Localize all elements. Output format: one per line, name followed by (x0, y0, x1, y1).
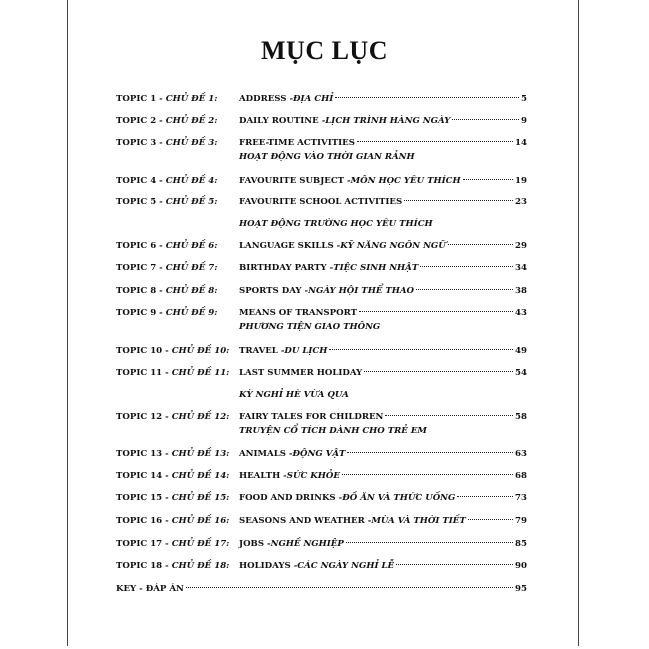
toc-row[interactable] (0, 239, 649, 253)
leader-dots (416, 289, 513, 290)
topic-title-en: HEALTH - (239, 471, 287, 481)
topic-label (116, 469, 229, 483)
topic-label-en: TOPIC 16 - (116, 516, 172, 526)
topic-label-vi: CHỦ ĐỀ 15: (171, 493, 230, 503)
topic-entry[interactable] (239, 537, 527, 551)
topic-title-vi: CÁC NGÀY NGHỈ LỄ (297, 561, 395, 571)
topic-title-en: MEANS OF TRANSPORT (239, 308, 357, 318)
toc-row[interactable] (0, 537, 649, 551)
topic-label (116, 559, 229, 573)
topic-subtitle-vi: TRUYỆN CỔ TÍCH DÀNH CHO TRẺ EM (239, 426, 427, 436)
topic-subtitle-vi: KỲ NGHỈ HÈ VỪA QUA (239, 390, 349, 400)
topic-title-vi: ĐỘNG VẬT (292, 449, 346, 459)
page-title: MỤC LỤC (261, 36, 388, 65)
toc-row[interactable] (0, 559, 649, 573)
topic-label-en: TOPIC 18 - (116, 561, 172, 571)
topic-title-en: DAILY ROUTINE - (239, 116, 326, 126)
topic-label (116, 261, 217, 275)
toc-row[interactable] (0, 92, 649, 106)
topic-label-vi: CHỦ ĐỀ 17: (171, 539, 230, 549)
topic-label (116, 344, 229, 358)
topic-entry[interactable] (239, 136, 527, 150)
topic-title-en: BIRTHDAY PARTY - (239, 263, 334, 273)
toc-row[interactable] (0, 174, 649, 188)
topic-label-vi: CHỦ ĐỀ 7: (165, 263, 218, 273)
topic-label-en: TOPIC 15 - (116, 493, 172, 503)
leader-dots (463, 179, 513, 180)
topic-title-en: SEASONS AND WEATHER - (239, 516, 372, 526)
topic-label (116, 491, 229, 505)
topic-label-vi: CHỦ ĐỀ 13: (171, 449, 230, 459)
leader-dots (357, 141, 513, 142)
toc-row[interactable] (0, 410, 649, 424)
page-number: 68 (515, 471, 527, 481)
leader-dots (468, 519, 513, 520)
topic-label-en: TOPIC 11 - (116, 368, 172, 378)
page-number: 63 (515, 449, 527, 459)
topic-entry[interactable] (239, 174, 527, 188)
toc-row[interactable] (0, 261, 649, 275)
topic-label (116, 366, 229, 380)
topic-label-vi: CHỦ ĐỀ 3: (165, 138, 218, 148)
leader-dots (342, 474, 513, 475)
leader-dots (364, 371, 513, 372)
key-label: KEY - ĐÁP ÁN (116, 584, 184, 594)
topic-title-en: ANIMALS - (239, 449, 293, 459)
leader-dots (329, 349, 513, 350)
toc-row[interactable] (0, 366, 649, 380)
toc-row-key[interactable] (0, 582, 649, 596)
topic-label (116, 239, 217, 253)
page-number: 38 (515, 286, 527, 296)
topic-entry[interactable] (239, 239, 527, 253)
toc-row[interactable] (0, 344, 649, 358)
topic-label-en: TOPIC 13 - (116, 449, 172, 459)
topic-label (116, 306, 217, 320)
leader-dots (396, 564, 513, 565)
leader-dots (186, 587, 513, 588)
topic-label (116, 92, 217, 106)
topic-title-vi: LỊCH TRÌNH HÀNG NGÀY (325, 116, 451, 126)
toc-row[interactable] (0, 514, 649, 528)
leader-dots (457, 496, 513, 497)
key-entry[interactable] (116, 582, 527, 596)
topic-title-vi: MÔN HỌC YÊU THÍCH (350, 176, 461, 186)
page-number: 79 (515, 516, 527, 526)
leader-dots (452, 119, 519, 120)
topic-label-vi: CHỦ ĐỀ 6: (165, 241, 218, 251)
topic-entry[interactable] (239, 559, 527, 573)
leader-dots (448, 244, 513, 245)
topic-title-vi: NGHỀ NGHIỆP (270, 539, 344, 549)
topic-title-en: FAVOURITE SUBJECT - (239, 176, 351, 186)
page-number: 90 (515, 561, 527, 571)
topic-subtitle-vi: PHƯƠNG TIỆN GIAO THÔNG (239, 322, 381, 332)
toc-row[interactable] (0, 284, 649, 298)
topic-label-en: TOPIC 12 - (116, 412, 172, 422)
topic-label-en: TOPIC 14 - (116, 471, 172, 481)
leader-dots (359, 311, 513, 312)
leader-dots (335, 97, 519, 98)
page-number: 14 (515, 138, 527, 148)
topic-title-vi: DU LỊCH (284, 346, 328, 356)
toc-row[interactable] (0, 469, 649, 483)
topic-entry[interactable] (239, 410, 527, 424)
topic-label-en: TOPIC 17 - (116, 539, 172, 549)
topic-label (116, 284, 217, 298)
topic-entry[interactable] (239, 366, 527, 380)
topic-label-vi: CHỦ ĐỀ 1: (165, 94, 218, 104)
topic-title-vi: KỸ NĂNG NGÔN NGỮ (340, 241, 446, 251)
topic-label-en: TOPIC 3 - (116, 138, 166, 148)
topic-title-en: JOBS - (239, 539, 271, 549)
topic-title-vi: ĐỒ ĂN VÀ THỨC UỐNG (342, 493, 456, 503)
topic-entry[interactable] (239, 306, 527, 320)
topic-entry[interactable] (239, 491, 527, 505)
topic-title-en: FAVOURITE SCHOOL ACTIVITIES (239, 197, 403, 207)
topic-label (116, 114, 217, 128)
topic-label-vi: CHỦ ĐỀ 12: (171, 412, 230, 422)
page-number: 58 (515, 412, 527, 422)
topic-label-vi: CHỦ ĐỀ 18: (171, 561, 230, 571)
leader-dots (385, 415, 513, 416)
toc-row[interactable] (0, 447, 649, 461)
topic-label (116, 537, 229, 551)
page-number: 5 (521, 94, 527, 104)
topic-label-vi: CHỦ ĐỀ 16: (171, 516, 230, 526)
topic-title-en: HOLIDAYS - (239, 561, 298, 571)
toc-row[interactable] (0, 195, 649, 209)
topic-title-en: FAIRY TALES FOR CHILDREN (239, 412, 384, 422)
topic-title-vi: ĐỊA CHỈ (293, 94, 334, 104)
topic-label-vi: CHỦ ĐỀ 2: (165, 116, 218, 126)
topic-title-en: LANGUAGE SKILLS - (239, 241, 341, 251)
topic-entry[interactable] (239, 284, 527, 298)
page-number: 85 (515, 539, 527, 549)
toc-row[interactable] (0, 136, 649, 150)
topic-label-vi: CHỦ ĐỀ 14: (171, 471, 230, 481)
topic-title-en: TRAVEL - (239, 346, 285, 356)
topic-entry[interactable] (239, 447, 527, 461)
topic-label (116, 136, 217, 150)
toc-row[interactable] (0, 114, 649, 128)
toc-row[interactable] (0, 306, 649, 320)
topic-label-vi: CHỦ ĐỀ 8: (165, 286, 218, 296)
topic-entry[interactable] (239, 261, 527, 275)
page-number: 73 (515, 493, 527, 503)
topic-label (116, 195, 217, 209)
topic-entry[interactable] (239, 514, 527, 528)
topic-title-vi: NGÀY HỘI THỂ THAO (308, 286, 415, 296)
topic-label-vi: CHỦ ĐỀ 9: (165, 308, 218, 318)
topic-label (116, 447, 229, 461)
topic-label (116, 410, 229, 424)
leader-dots (420, 266, 513, 267)
topic-label-vi: CHỦ ĐỀ 4: (165, 176, 218, 186)
topic-label-en: TOPIC 10 - (116, 346, 172, 356)
leader-dots (346, 542, 513, 543)
page-number: 43 (515, 308, 527, 318)
topic-label-vi: CHỦ ĐỀ 10: (171, 346, 230, 356)
topic-title-vi: SỨC KHỎE (286, 471, 340, 481)
topic-label-en: TOPIC 6 - (116, 241, 166, 251)
topic-label (116, 174, 217, 188)
page-number: 29 (515, 241, 527, 251)
page-number: 9 (521, 116, 527, 126)
topic-title-vi: MÙA VÀ THỜI TIẾT (371, 516, 466, 526)
topic-label-vi: CHỦ ĐỀ 5: (165, 197, 218, 207)
topic-label-en: TOPIC 1 - (116, 94, 166, 104)
topic-label-en: TOPIC 4 - (116, 176, 166, 186)
topic-title-vi: TIỆC SINH NHẬT (333, 263, 419, 273)
topic-entry[interactable] (239, 92, 527, 106)
page-number: 49 (515, 346, 527, 356)
page-number: 95 (515, 584, 527, 594)
page-number: 34 (515, 263, 527, 273)
page-number: 23 (515, 197, 527, 207)
topic-label-en: TOPIC 5 - (116, 197, 166, 207)
page-number: 19 (515, 176, 527, 186)
topic-entry[interactable] (239, 469, 527, 483)
leader-dots (347, 452, 513, 453)
leader-dots (404, 200, 513, 201)
topic-entry[interactable] (239, 344, 527, 358)
topic-subtitle-vi: HOẠT ĐỘNG VÀO THỜI GIAN RẢNH (239, 152, 415, 162)
topic-label-en: TOPIC 9 - (116, 308, 166, 318)
toc-row[interactable] (0, 491, 649, 505)
topic-subtitle-vi: HOẠT ĐỘNG TRƯỜNG HỌC YÊU THÍCH (239, 219, 433, 229)
topic-entry[interactable] (239, 195, 527, 209)
topic-title-en: SPORTS DAY - (239, 286, 309, 296)
topic-title-en: LAST SUMMER HOLIDAY (239, 368, 363, 378)
topic-title-en: ADDRESS - (239, 94, 294, 104)
topic-title-en: FREE-TIME ACTIVITIES (239, 138, 355, 148)
topic-label-en: TOPIC 2 - (116, 116, 166, 126)
topic-label-vi: CHỦ ĐỀ 11: (171, 368, 230, 378)
topic-entry[interactable] (239, 114, 527, 128)
topic-label-en: TOPIC 8 - (116, 286, 166, 296)
topic-label-en: TOPIC 7 - (116, 263, 166, 273)
topic-label (116, 514, 229, 528)
topic-title-en: FOOD AND DRINKS - (239, 493, 343, 503)
page-number: 54 (515, 368, 527, 378)
